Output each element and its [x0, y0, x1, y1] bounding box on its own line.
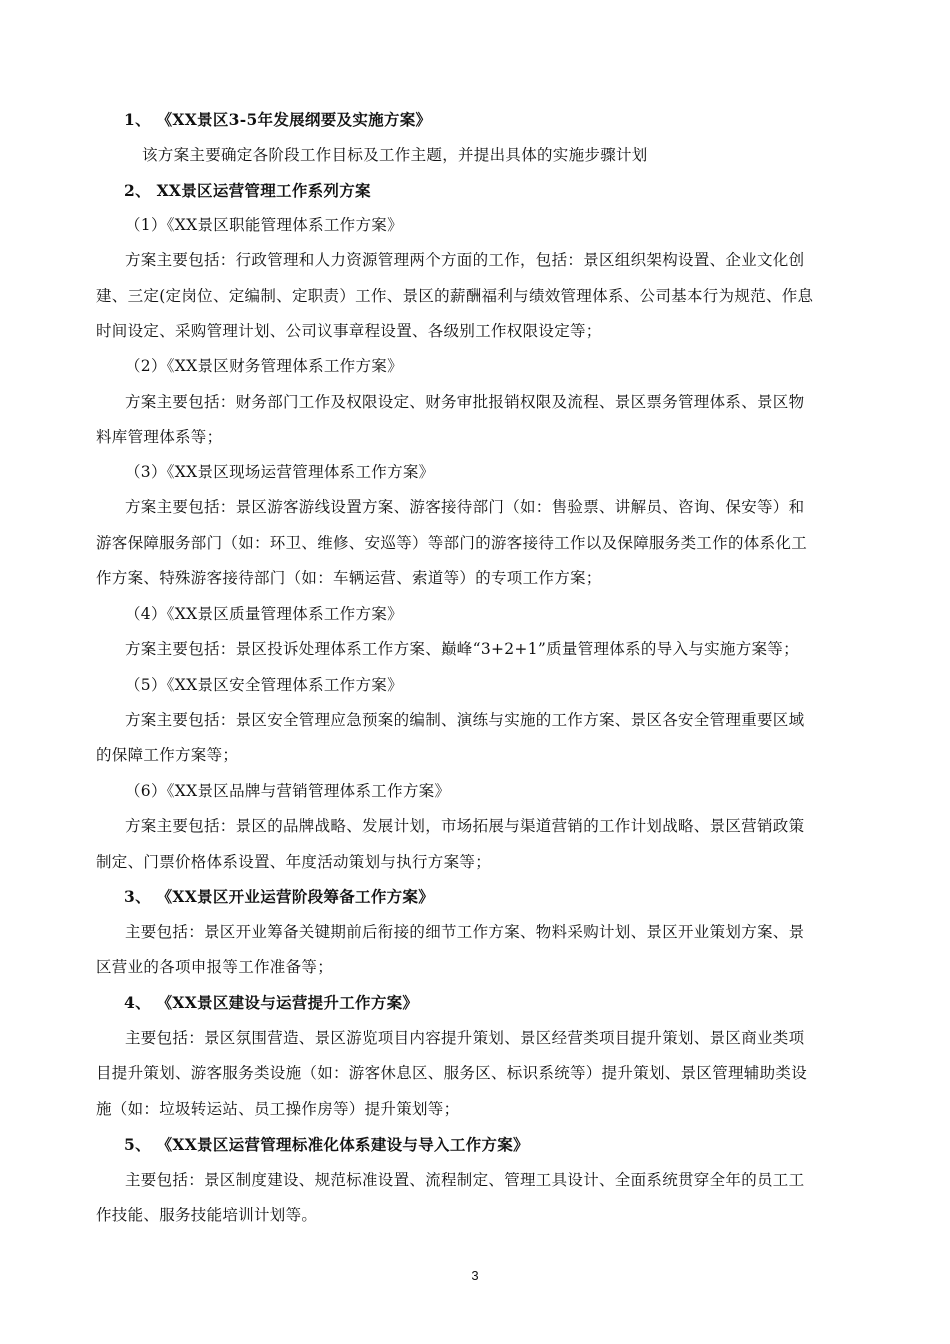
paragraph-line: 主要包括：景区制度建设、规范标准设置、流程制定、管理工具设计、全面系统贯穿全年的员工工 [125, 1171, 805, 1189]
paragraph-line: 区营业的各项申报等工作准备等； [96, 958, 334, 976]
paragraph-line: 制定、门票价格体系设置、年度活动策划与执行方案等； [96, 853, 492, 871]
sub-heading: （6）《XX景区品牌与营销管理体系工作方案》 [125, 782, 451, 800]
sub-heading: （5）《XX景区安全管理体系工作方案》 [125, 676, 403, 694]
paragraph-line: 方案主要包括：行政管理和人力资源管理两个方面的工作，包括：景区组织架构设置、企业文化创 [125, 251, 805, 269]
paragraph-line: 的保障工作方案等； [96, 746, 239, 764]
paragraph-line: 该方案主要确定各阶段工作目标及工作主题，并提出具体的实施步骤计划 [142, 146, 648, 164]
heading-1: 1、 《XX景区3-5年发展纲要及实施方案》 [124, 110, 432, 129]
paragraph-line: 作技能、服务技能培训计划等。 [96, 1206, 318, 1224]
heading-2: 2、 XX景区运营管理工作系列方案 [124, 181, 371, 200]
paragraph-line: 主要包括：景区氛围营造、景区游览项目内容提升策划、景区经营类项目提升策划、景区商业类项 [125, 1029, 805, 1047]
paragraph-line: 方案主要包括：景区投诉处理体系工作方案、巅峰“3+2+1”质量管理体系的导入与实施方案等； [125, 640, 799, 658]
paragraph-line: 方案主要包括：景区的品牌战略、发展计划，市场拓展与渠道营销的工作计划战略、景区营销政策 [125, 817, 805, 835]
paragraph-line: 时间设定、采购管理计划、公司议事章程设置、各级别工作权限设定等； [96, 322, 602, 340]
paragraph-line: 方案主要包括：财务部门工作及权限设定、财务审批报销权限及流程、景区票务管理体系、景区物 [125, 393, 805, 411]
page-number: 3 [471, 1268, 479, 1283]
paragraph-line: 游客保障服务部门（如：环卫、维修、安巡等）等部门的游客接待工作以及保障服务类工作的体系化工 [96, 534, 808, 552]
paragraph-line: 作方案、特殊游客接待部门（如：车辆运营、索道等）的专项工作方案； [96, 569, 602, 587]
paragraph-line: 建、三定(定岗位、定编制、定职责）工作、景区的薪酬福利与绩效管理体系、公司基本行为规范、作息 [96, 287, 814, 305]
sub-heading: （2）《XX景区财务管理体系工作方案》 [125, 357, 403, 375]
paragraph-line: 方案主要包括：景区安全管理应急预案的编制、演练与实施的工作方案、景区各安全管理重要区域 [125, 711, 805, 729]
heading-3: 3、 《XX景区开业运营阶段筹备工作方案》 [124, 887, 435, 906]
paragraph-line: 料库管理体系等； [96, 428, 223, 446]
sub-heading: （4）《XX景区质量管理体系工作方案》 [125, 605, 403, 623]
paragraph-line: 方案主要包括：景区游客游线设置方案、游客接待部门（如：售验票、讲解员、咨询、保安等）和 [125, 498, 805, 516]
sub-heading: （3）《XX景区现场运营管理体系工作方案》 [125, 463, 435, 481]
sub-heading: （1）《XX景区职能管理体系工作方案》 [125, 216, 403, 234]
paragraph-line: 主要包括：景区开业筹备关键期前后衔接的细节工作方案、物料采购计划、景区开业策划方案、景 [125, 923, 805, 941]
paragraph-line: 目提升策划、游客服务类设施（如：游客休息区、服务区、标识系统等）提升策划、景区管理辅助类设 [96, 1064, 808, 1082]
heading-5: 5、 《XX景区运营管理标准化体系建设与导入工作方案》 [124, 1135, 529, 1154]
paragraph-line: 施（如：垃圾转运站、员工操作房等）提升策划等； [96, 1100, 460, 1118]
heading-4: 4、 《XX景区建设与运营提升工作方案》 [124, 993, 419, 1012]
